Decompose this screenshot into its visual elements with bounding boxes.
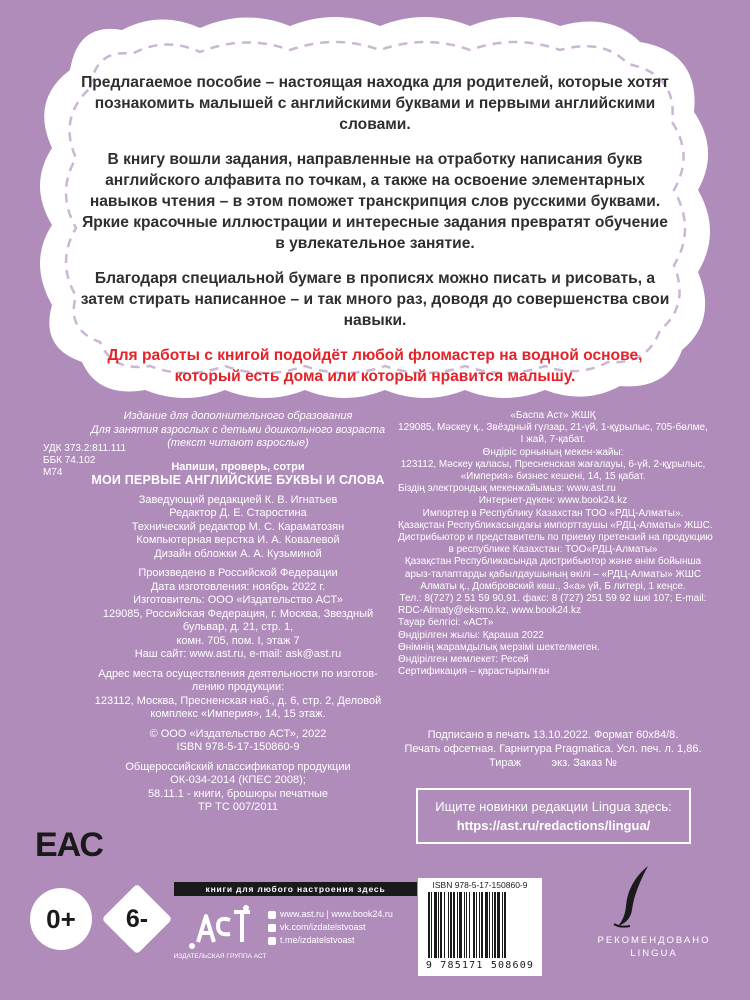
production-line: бульвар, д. 21, стр. 1, [182, 621, 294, 633]
link-caption: Ищите новинки редакции Lingua здесь: [435, 799, 672, 814]
kz-line: «Баспа Аст» ЖШҚ [510, 410, 596, 421]
barcode-bar [504, 892, 506, 958]
barcode-bar [440, 892, 442, 958]
barcode-bar [502, 892, 503, 958]
kz-line: Интернет-дүкен: www.book24.kz [478, 495, 628, 507]
barcode-bar [457, 892, 458, 958]
kz-line: Өндірілген мемлекет: Ресей [398, 654, 529, 666]
print-line: Тираж экз. Заказ № [489, 757, 617, 769]
barcode-bar [434, 892, 437, 958]
lingua-url[interactable]: https://ast.ru/redactions/lingua/ [456, 818, 651, 833]
address-line: комплекс «Империя», 14, 15 этаж. [150, 708, 326, 720]
barcode-bar [428, 892, 430, 958]
barcode-bar [492, 892, 493, 958]
kz-line: Сертификация – қарастырылған [398, 666, 550, 678]
description-paragraph-3: Благодаря специальной бумаге в прописях можно писать и рисовать, а затем стирать написанное – и так много раз, доводя до совершенства свои навыки. [80, 270, 670, 329]
barcode-bar [464, 892, 465, 958]
kz-line: арыз-талаптарды қабылдаушының өкілі – «РДЦ-Алматы» ЖШС [404, 568, 702, 580]
description-block [80, 72, 670, 401]
barcode-bar [466, 892, 467, 958]
kz-line: RDC-Almaty@eksmo.kz, www.book24.kz [398, 605, 581, 617]
kz-line: Импортер в Республику Казахстан ТОО «РДЦ-Алматы». [422, 507, 684, 519]
barcode-bar [444, 892, 445, 958]
bbk-code: ББК 74.102 [43, 455, 96, 466]
lingua-link-box [416, 788, 691, 844]
edition-note: Для занятия взрослых с детьми дошкольного возраста [90, 423, 386, 436]
kz-line: 123112, Мәскеу қаласы, Пресненская жағалауы, 6-үй, 2-құрылыс, [400, 458, 706, 470]
barcode-bar [497, 892, 500, 958]
barcode-bars [428, 892, 532, 960]
kz-line: Өндіріс орнының мекен-жайы: [482, 446, 624, 458]
age-recommendation-text: 6- [125, 905, 149, 933]
barcode-bar [489, 892, 490, 958]
barcode-bar [459, 892, 462, 958]
address-line: Адрес места осуществления деятельности по изготов- [98, 667, 378, 680]
kz-line: I жай, 7-қабат. [520, 434, 586, 446]
publisher-caption: ИЗДАТЕЛЬСКАЯ ГРУППА АСТ [173, 953, 267, 960]
barcode-bar [485, 892, 488, 958]
edition-note: Издание для дополнительного образования [123, 410, 353, 422]
barcode-bar [450, 892, 452, 958]
kz-line: Тел.: 8(727) 2 51 59 90,91. факс: 8 (727) 251 59 92 ішкі 107; E-mail: [399, 593, 707, 605]
globe-icon [268, 911, 276, 919]
age-rating-badge: 0+ [30, 888, 92, 950]
imprint-left [88, 410, 388, 815]
kz-line: Қазақстан Республикасындағы импорттаушы «РДЦ-Алматы» ЖШС. [398, 519, 713, 531]
website-row[interactable] [268, 908, 393, 921]
barcode-bar [481, 892, 483, 958]
barcode-isbn: ISBN 978-5-17-150860-9 [432, 880, 528, 890]
production-line: Дата изготовления: ноябрь 2022 г. [150, 580, 326, 593]
quill-icon [600, 862, 660, 932]
age-recommendation-badge [101, 883, 173, 955]
barcode-bar [469, 892, 470, 958]
kz-line: Алматы қ., Домбровский көш., 3«а» үй, Б литері, 1 кеңсе. [420, 580, 686, 592]
vk-row[interactable] [268, 921, 393, 934]
classifier-line: 58.11.1 - книги, брошюры печатные [147, 787, 329, 800]
staff-line: Дизайн обложки А. А. Кузьминой [154, 547, 322, 560]
recommended-text: РЕКОМЕНДОВАНО [597, 935, 711, 946]
barcode-bar [453, 892, 455, 958]
print-line: Печать офсетная. Гарнитура Pragmatica. Усл. печ. л. 1,86. [404, 743, 702, 755]
classifier-line: ОК-034-2014 (КПЕС 2008); [170, 774, 306, 786]
author-code: М74 [43, 467, 63, 478]
kz-line: 129085, Мәскеу қ., Звёздный гүлзар, 21-үй, 1-құрылыс, 705-бөлме, [398, 422, 708, 434]
staff-line: Редактор Д. Е. Старостина [169, 507, 307, 519]
imprint-right [398, 410, 713, 678]
production-line: Произведено в Российской Федерации [138, 567, 338, 579]
lingua-text: LINGUA [630, 948, 678, 959]
description-paragraph-2: В книгу вошли задания, направленные на отработку написания букв английского алфавита по точкам, а также на освоение элементарных навыков чтения – в этом поможет транскрипция слов русскими буквами. Яркие красочные иллюстрации и интересные задания превратят обучение в увлекательное занятие. [82, 151, 668, 252]
recommended-mark [584, 934, 724, 960]
eac-mark: ЕАС [35, 826, 103, 864]
address-line: 123112, Москва, Пресненская наб., д. 6, стр. 2, Деловой [94, 694, 382, 707]
production-line: Изготовитель: ООО «Издательство АСТ» [133, 594, 343, 606]
kz-line: «Империя» бизнес кешені, 14, 15 қабат. [460, 471, 646, 483]
barcode-bar [476, 892, 477, 958]
production-line: Наш сайт: www.ast.ru, e-mail: ask@ast.ru [134, 648, 342, 660]
slogan-strip: книги для любого настроения здесь [174, 882, 417, 896]
print-line: Подписано в печать 13.10.2022. Формат 60х84/8. [427, 729, 679, 741]
kz-line: Дистрибьютор и представитель по приему претензий на продукцию [398, 532, 713, 544]
telegram-icon [268, 937, 276, 945]
barcode-bar [431, 892, 432, 958]
kz-line: Қазақстан Республикасында дистрибьютор және өнім бойынша [404, 556, 702, 568]
classifier-line: ТР ТС 007/2011 [198, 801, 278, 813]
barcode [418, 878, 542, 976]
print-info [398, 728, 708, 770]
production-line: комн. 705, пом. I, этаж 7 [176, 634, 300, 647]
telegram-text: t.me/izdatelstvoast [280, 935, 355, 945]
kz-line: Өндірілген жылы: Қараша 2022 [398, 629, 544, 641]
book-subtitle: Напиши, проверь, сотри [171, 460, 305, 473]
barcode-bar [438, 892, 439, 958]
isbn: ISBN 978-5-17-150860-9 [176, 741, 300, 753]
description-paragraph-1: Предлагаемое пособие – настоящая находка для родителей, которые хотят познакомить малышей с английскими буквами и первыми английскими словами. [81, 74, 669, 133]
address-line: лению продукции: [191, 681, 285, 693]
barcode-bar [479, 892, 480, 958]
barcode-bar [473, 892, 475, 958]
udk-code: УДК 373.2:811.111 [43, 443, 127, 454]
vk-icon [268, 924, 276, 932]
barcode-bar [494, 892, 496, 958]
barcode-number: 9 785171 508609 [425, 960, 535, 971]
kz-line: Тауар белгісі: «АСТ» [398, 617, 494, 629]
copyright: © ООО «Издательство АСТ», 2022 [149, 727, 327, 740]
edition-note: (текст читают взрослые) [167, 437, 309, 449]
marker-note: Для работы с книгой подойдёт любой фломастер на водной основе, который есть дома или который нравится малышу. [107, 347, 643, 385]
production-line: 129085, Российская Федерация, г. Москва, Звездный [102, 607, 374, 620]
telegram-row[interactable] [268, 934, 393, 947]
staff-line: Компьютерная верстка И. А. Ковалевой [136, 534, 340, 546]
staff-line: Технический редактор М. С. Караматозян [131, 520, 345, 533]
website-text: www.ast.ru | www.book24.ru [280, 909, 393, 919]
publisher-links [268, 908, 393, 947]
ast-logo-icon [180, 902, 260, 954]
classifier-line: Общероссийский классификатор продукции [125, 760, 351, 773]
kz-line: Өнімнің жарамдылық мерзімі шектелмеген. [398, 641, 600, 653]
staff-line: Заведующий редакцией К. В. Игнатьев [138, 493, 338, 506]
kz-line: в республике Казахстан: ТОО«РДЦ-Алматы» [448, 544, 658, 556]
book-title: МОИ ПЕРВЫЕ АНГЛИЙСКИЕ БУКВЫ И СЛОВА [91, 473, 385, 487]
kz-line: Біздің электрондық мекенжайымыз: www.ast.ru [398, 483, 616, 495]
vk-text: vk.com/izdatelstvoast [280, 922, 366, 932]
barcode-bar [448, 892, 449, 958]
